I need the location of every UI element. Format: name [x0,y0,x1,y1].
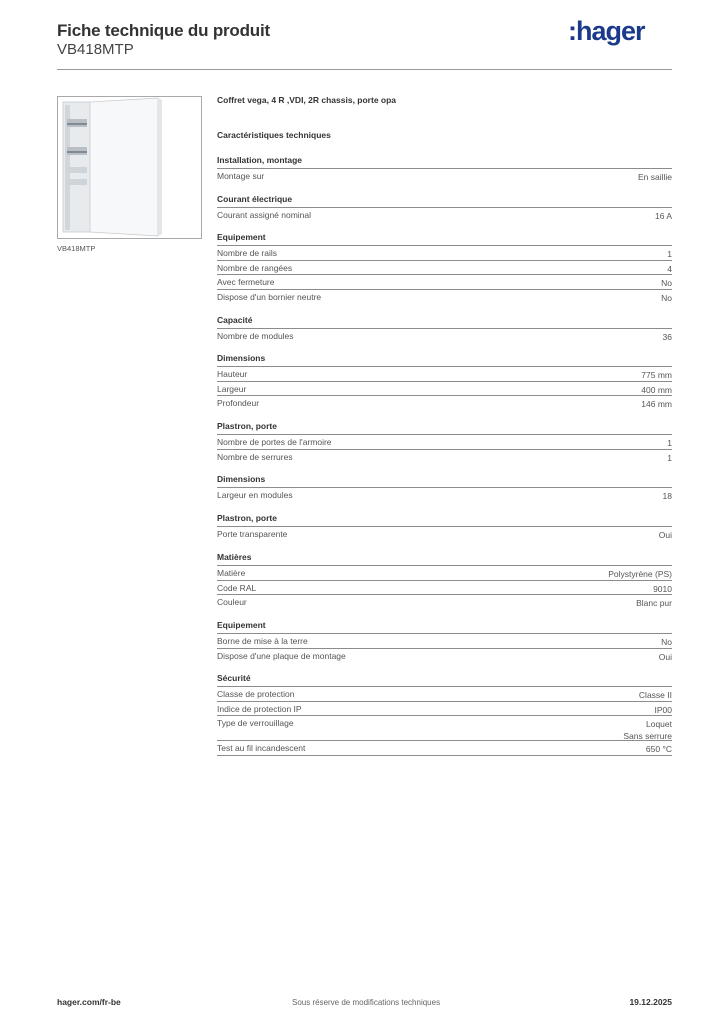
spec-value [655,704,673,716]
spec-value [667,437,672,449]
spec-value-line: 650 °C [645,744,672,755]
spec-value [636,597,672,609]
spec-value [663,331,672,343]
spec-value-line: En saillie [637,172,672,182]
spec-value-line: 1 [667,438,672,448]
spec-row [217,245,672,260]
spec-label: Avec fermeture [217,277,275,288]
spec-label: Matière [217,568,246,578]
product-description: Coffret vega, 4 R ,VDI, 2R chassis, porte opa [217,95,397,105]
section-title: Sécurité [217,673,251,683]
spec-value-line: No [661,278,672,289]
enclosure-illustration [58,97,201,238]
spec-row [217,633,672,648]
header-divider [57,69,672,70]
logo-text: :hager [568,16,645,46]
spec-row [217,449,672,464]
spec-value [667,452,672,464]
spec-value [663,490,672,502]
spec-value-line: 16 A [654,211,672,221]
spec-row [217,740,672,755]
spec-row [217,328,672,343]
spec-value-line: No [661,637,672,647]
section-title: Plastron, porte [217,513,277,523]
spec-value-line-2: Sans serrure [623,731,672,742]
spec-label: Courant assigné nominal [217,210,312,220]
footer-disclaimer: Sous réserve de modifications techniques [292,998,441,1007]
section-title: Plastron, porte [217,421,277,431]
spec-row [217,487,672,502]
table-end-rule [217,755,672,756]
spec-value-line: Loquet [646,719,672,730]
spec-value [667,248,672,260]
product-reference: VB418MTP [57,41,134,58]
spec-row [217,701,672,716]
spec-value-line: Oui [658,530,672,540]
spec-label: Largeur [217,383,247,394]
spec-value [639,689,672,701]
spec-value-line: 18 [662,491,672,501]
footer-date: 19.12.2025 [629,997,672,1007]
spec-row [217,168,672,183]
spec-value [655,210,672,222]
spec-row [217,648,672,663]
spec-label: Test au fil incandescent [217,743,306,754]
spec-label: Nombre de modules [217,331,294,341]
page-title: Fiche technique du produit [57,21,270,40]
spec-label: Largeur en modules [217,490,293,500]
spec-value [641,369,672,381]
spec-value [623,718,672,742]
spec-value-line: Classe II [638,690,672,700]
spec-value [653,583,672,595]
spec-row [217,565,672,580]
spec-value-line: Oui [658,651,672,662]
hager-logo [568,14,658,50]
section-title: Matières [217,552,252,562]
spec-row [217,381,672,396]
section-title: Installation, montage [217,155,303,165]
spec-value [608,568,672,580]
spec-value-line: 9010 [653,583,672,594]
spec-value-line: 775 mm [641,370,672,380]
spec-value-line: 4 [667,263,672,274]
technical-characteristics-title: Caractéristiques techniques [217,130,331,140]
section-title: Capacité [217,315,253,325]
section-title: Courant électrique [217,194,293,204]
spec-label: Nombre de serrures [217,451,293,462]
spec-row [217,289,672,304]
spec-row [217,260,672,275]
spec-row [217,686,672,701]
spec-label: Nombre de rangées [217,262,293,273]
spec-value-line: No [661,292,672,303]
spec-value [667,263,672,275]
spec-label: Porte transparente [217,529,288,539]
spec-value [638,171,672,183]
product-image [57,96,202,239]
spec-row [217,526,672,541]
spec-label: Borne de mise à la terre [217,636,308,646]
section-title: Dimensions [217,474,266,484]
spec-value-line: 146 mm [641,399,672,410]
spec-value-line: 400 mm [641,384,672,395]
footer-website[interactable]: hager.com/fr-be [57,997,121,1007]
spec-label: Indice de protection IP [217,703,302,714]
spec-row [217,434,672,449]
spec-row [217,395,672,410]
spec-value-line: 1 [667,452,672,463]
section-title: Dimensions [217,353,266,363]
spec-label: Type de verrouillage [217,718,294,729]
spec-label: Couleur [217,597,247,608]
spec-value [659,529,672,541]
spec-value [641,384,672,396]
section-title: Equipement [217,620,266,630]
spec-value [661,636,672,648]
spec-label: Classe de protection [217,689,295,699]
spec-label: Montage sur [217,171,265,181]
spec-row [217,274,672,289]
spec-row [217,715,672,740]
spec-label: Dispose d'une plaque de montage [217,650,346,661]
spec-value [641,398,672,410]
spec-value [661,277,672,289]
spec-label: Profondeur [217,398,260,409]
spec-row [217,580,672,595]
spec-value-line: Polystyrène (PS) [608,569,672,579]
spec-label: Nombre de rails [217,248,277,258]
spec-row [217,594,672,609]
spec-row [217,366,672,381]
spec-label: Hauteur [217,369,248,379]
spec-value [659,651,672,663]
spec-value [661,292,672,304]
spec-value [646,743,672,755]
spec-row [217,207,672,222]
spec-value-line: 1 [667,249,672,259]
spec-value-line: 36 [662,332,672,342]
section-title: Equipement [217,232,266,242]
image-caption: VB418MTP [57,244,96,253]
spec-value-line: Blanc pur [636,598,672,609]
spec-value-line: IP00 [654,704,672,715]
spec-label: Nombre de portes de l'armoire [217,437,332,447]
spec-label: Code RAL [217,582,257,593]
spec-label: Dispose d'un bornier neutre [217,291,322,302]
